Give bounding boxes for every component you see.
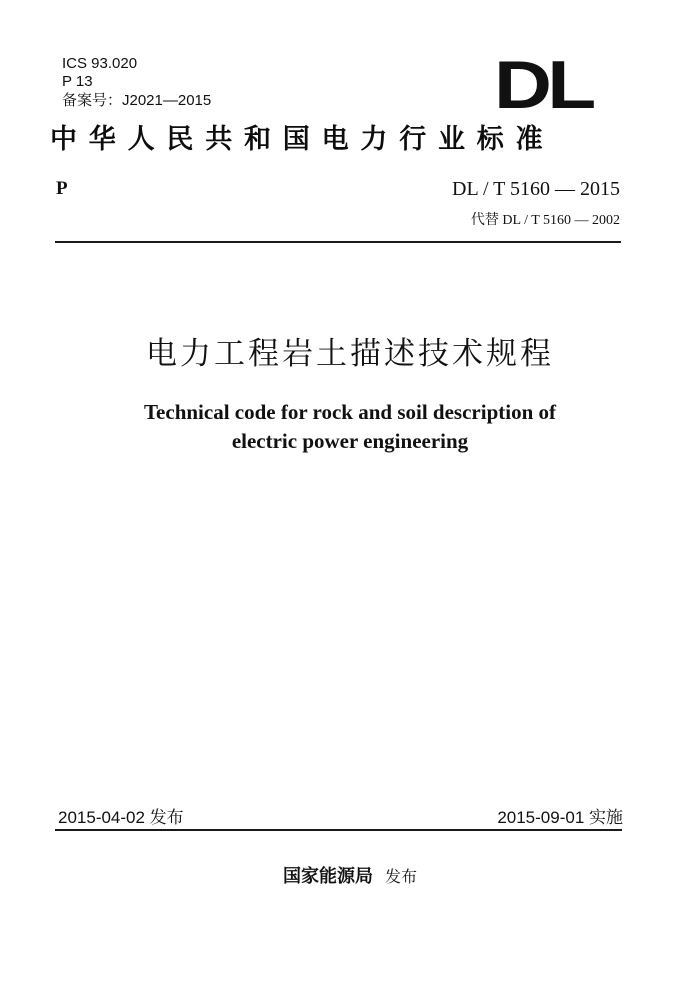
filing-number: 备案号：J2021—2015	[62, 92, 212, 109]
issue-date: 2015-04-02 发布	[58, 808, 184, 827]
english-title-line-2: electric power engineering	[231, 429, 469, 453]
english-title-line-1: Technical code for rock and soil description of	[143, 400, 557, 424]
replaces-standard: 代替 DL / T 5160 — 2002	[470, 213, 620, 228]
bottom-divider	[55, 829, 622, 831]
ics-code: ICS 93.020	[62, 55, 138, 72]
publisher-action: 发布	[384, 867, 417, 886]
publisher-org: 国家能源局	[282, 866, 373, 887]
top-divider	[55, 241, 621, 243]
chinese-title: 电力工程岩土描述技术规程	[146, 336, 554, 372]
industry-standard-title: 中华人民共和国电力行业标准	[50, 124, 555, 155]
effective-date: 2015-09-01 实施	[497, 808, 623, 827]
publisher	[0, 862, 700, 888]
english-title	[0, 398, 700, 456]
standard-number: DL / T 5160 — 2015	[452, 178, 620, 200]
p-class-code: P 13	[62, 73, 93, 90]
standard-category: P	[56, 178, 68, 199]
dl-logo: DL	[494, 47, 592, 123]
